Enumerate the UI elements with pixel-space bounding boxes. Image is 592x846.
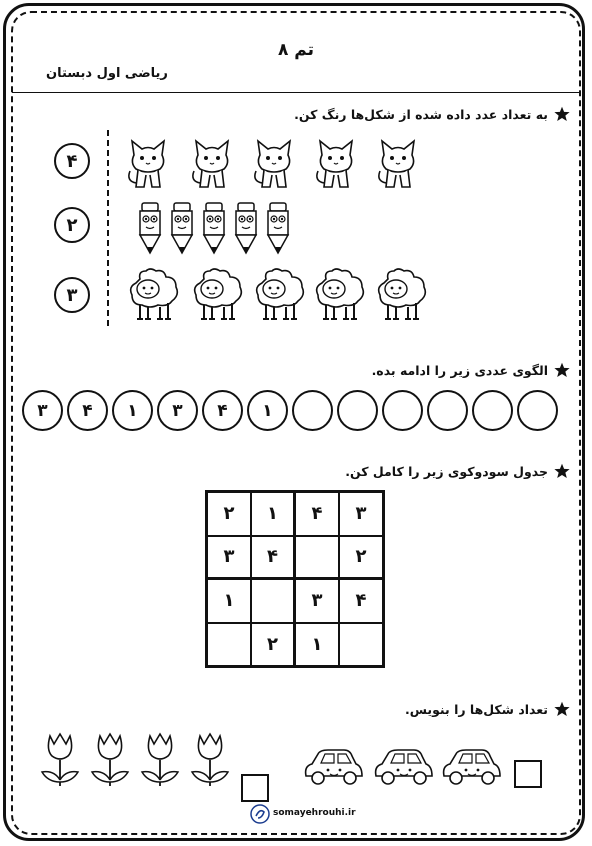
cat-icon[interactable] bbox=[129, 141, 164, 187]
sudoku-cell: ۴ bbox=[295, 492, 339, 536]
cat-icon[interactable] bbox=[193, 141, 228, 187]
sudoku-grid bbox=[205, 490, 385, 668]
instruction-text: الگوی عددی زیر را ادامه بده. bbox=[371, 362, 548, 378]
number-circle-1: ۴ bbox=[54, 143, 90, 179]
instruction-color-shapes bbox=[294, 106, 570, 122]
tulip-icon bbox=[92, 734, 128, 786]
pattern-answer-circle[interactable] bbox=[517, 390, 558, 431]
sheep-icon[interactable] bbox=[257, 269, 304, 319]
car-icon bbox=[306, 750, 362, 784]
sudoku-cell: ۱ bbox=[207, 579, 251, 623]
sudoku-cell: ۲ bbox=[207, 492, 251, 536]
tulip-icon bbox=[42, 734, 78, 786]
pattern-answer-circle[interactable] bbox=[337, 390, 378, 431]
tulip-group bbox=[38, 730, 238, 790]
instruction-text: جدول سودوکوی زیر را کامل کن. bbox=[345, 463, 548, 479]
instruction-text: تعداد شکل‌ها را بنویس. bbox=[404, 701, 548, 717]
sheep-icon[interactable] bbox=[317, 269, 364, 319]
number-circle-2: ۲ bbox=[54, 207, 90, 243]
sudoku-cell: ۳ bbox=[339, 492, 383, 536]
instruction-text: به تعداد عدد داده شده از شکل‌ها رنگ کن. bbox=[294, 106, 548, 122]
cat-icon[interactable] bbox=[317, 141, 352, 187]
pattern-circle: ۱ bbox=[247, 390, 288, 431]
pattern-circle: ۴ bbox=[67, 390, 108, 431]
tulip-count-box[interactable] bbox=[241, 774, 269, 802]
sudoku-cell: ۳ bbox=[207, 536, 251, 580]
sudoku-empty-cell[interactable] bbox=[207, 623, 251, 667]
sudoku-cell: ۳ bbox=[295, 579, 339, 623]
sheep-icon[interactable] bbox=[379, 269, 426, 319]
sudoku-cell: ۴ bbox=[251, 536, 295, 580]
pattern-circle: ۴ bbox=[202, 390, 243, 431]
pattern-answer-circle[interactable] bbox=[382, 390, 423, 431]
page-title: تم ۸ bbox=[277, 40, 315, 60]
header-divider bbox=[12, 92, 580, 93]
car-count-box[interactable] bbox=[514, 760, 542, 788]
sudoku-cell: ۴ bbox=[339, 579, 383, 623]
pencil-row bbox=[134, 199, 304, 259]
pencil-icon[interactable] bbox=[204, 203, 224, 253]
star-icon bbox=[554, 701, 570, 717]
number-circle-3: ۳ bbox=[54, 277, 90, 313]
sheep-icon[interactable] bbox=[195, 269, 242, 319]
star-icon bbox=[554, 362, 570, 378]
sudoku-cell: ۲ bbox=[251, 623, 295, 667]
tulip-icon bbox=[142, 734, 178, 786]
tulip-icon bbox=[192, 734, 228, 786]
pencil-icon[interactable] bbox=[172, 203, 192, 253]
pattern-answer-circle[interactable] bbox=[292, 390, 333, 431]
sudoku-empty-cell[interactable] bbox=[295, 536, 339, 580]
pattern-circle: ۳ bbox=[157, 390, 198, 431]
site-logo-icon bbox=[250, 804, 270, 824]
sudoku-cell: ۲ bbox=[339, 536, 383, 580]
sheep-row bbox=[124, 263, 434, 325]
car-group bbox=[300, 742, 506, 792]
sudoku-empty-cell[interactable] bbox=[251, 579, 295, 623]
star-icon bbox=[554, 463, 570, 479]
sudoku-cell: ۱ bbox=[251, 492, 295, 536]
dashed-separator bbox=[107, 130, 109, 326]
pattern-answer-circle[interactable] bbox=[427, 390, 468, 431]
cat-icon[interactable] bbox=[379, 141, 414, 187]
page-subtitle: ریاضی اول دبستان bbox=[46, 66, 168, 81]
pencil-icon[interactable] bbox=[140, 203, 160, 253]
pencil-icon[interactable] bbox=[268, 203, 288, 253]
pattern-answer-circle[interactable] bbox=[472, 390, 513, 431]
pencil-icon[interactable] bbox=[236, 203, 256, 253]
pattern-circle: ۱ bbox=[112, 390, 153, 431]
footer-site: somayehrouhi.ir bbox=[273, 808, 356, 818]
instruction-count bbox=[405, 701, 570, 717]
star-icon bbox=[554, 106, 570, 122]
cat-row bbox=[124, 133, 424, 193]
sudoku-cell: ۱ bbox=[295, 623, 339, 667]
cat-icon[interactable] bbox=[255, 141, 290, 187]
sudoku-empty-cell[interactable] bbox=[339, 623, 383, 667]
instruction-sudoku bbox=[345, 463, 570, 479]
car-icon bbox=[444, 750, 500, 784]
pattern-circle: ۳ bbox=[22, 390, 63, 431]
sheep-icon[interactable] bbox=[131, 269, 178, 319]
car-icon bbox=[376, 750, 432, 784]
instruction-pattern bbox=[372, 362, 570, 378]
